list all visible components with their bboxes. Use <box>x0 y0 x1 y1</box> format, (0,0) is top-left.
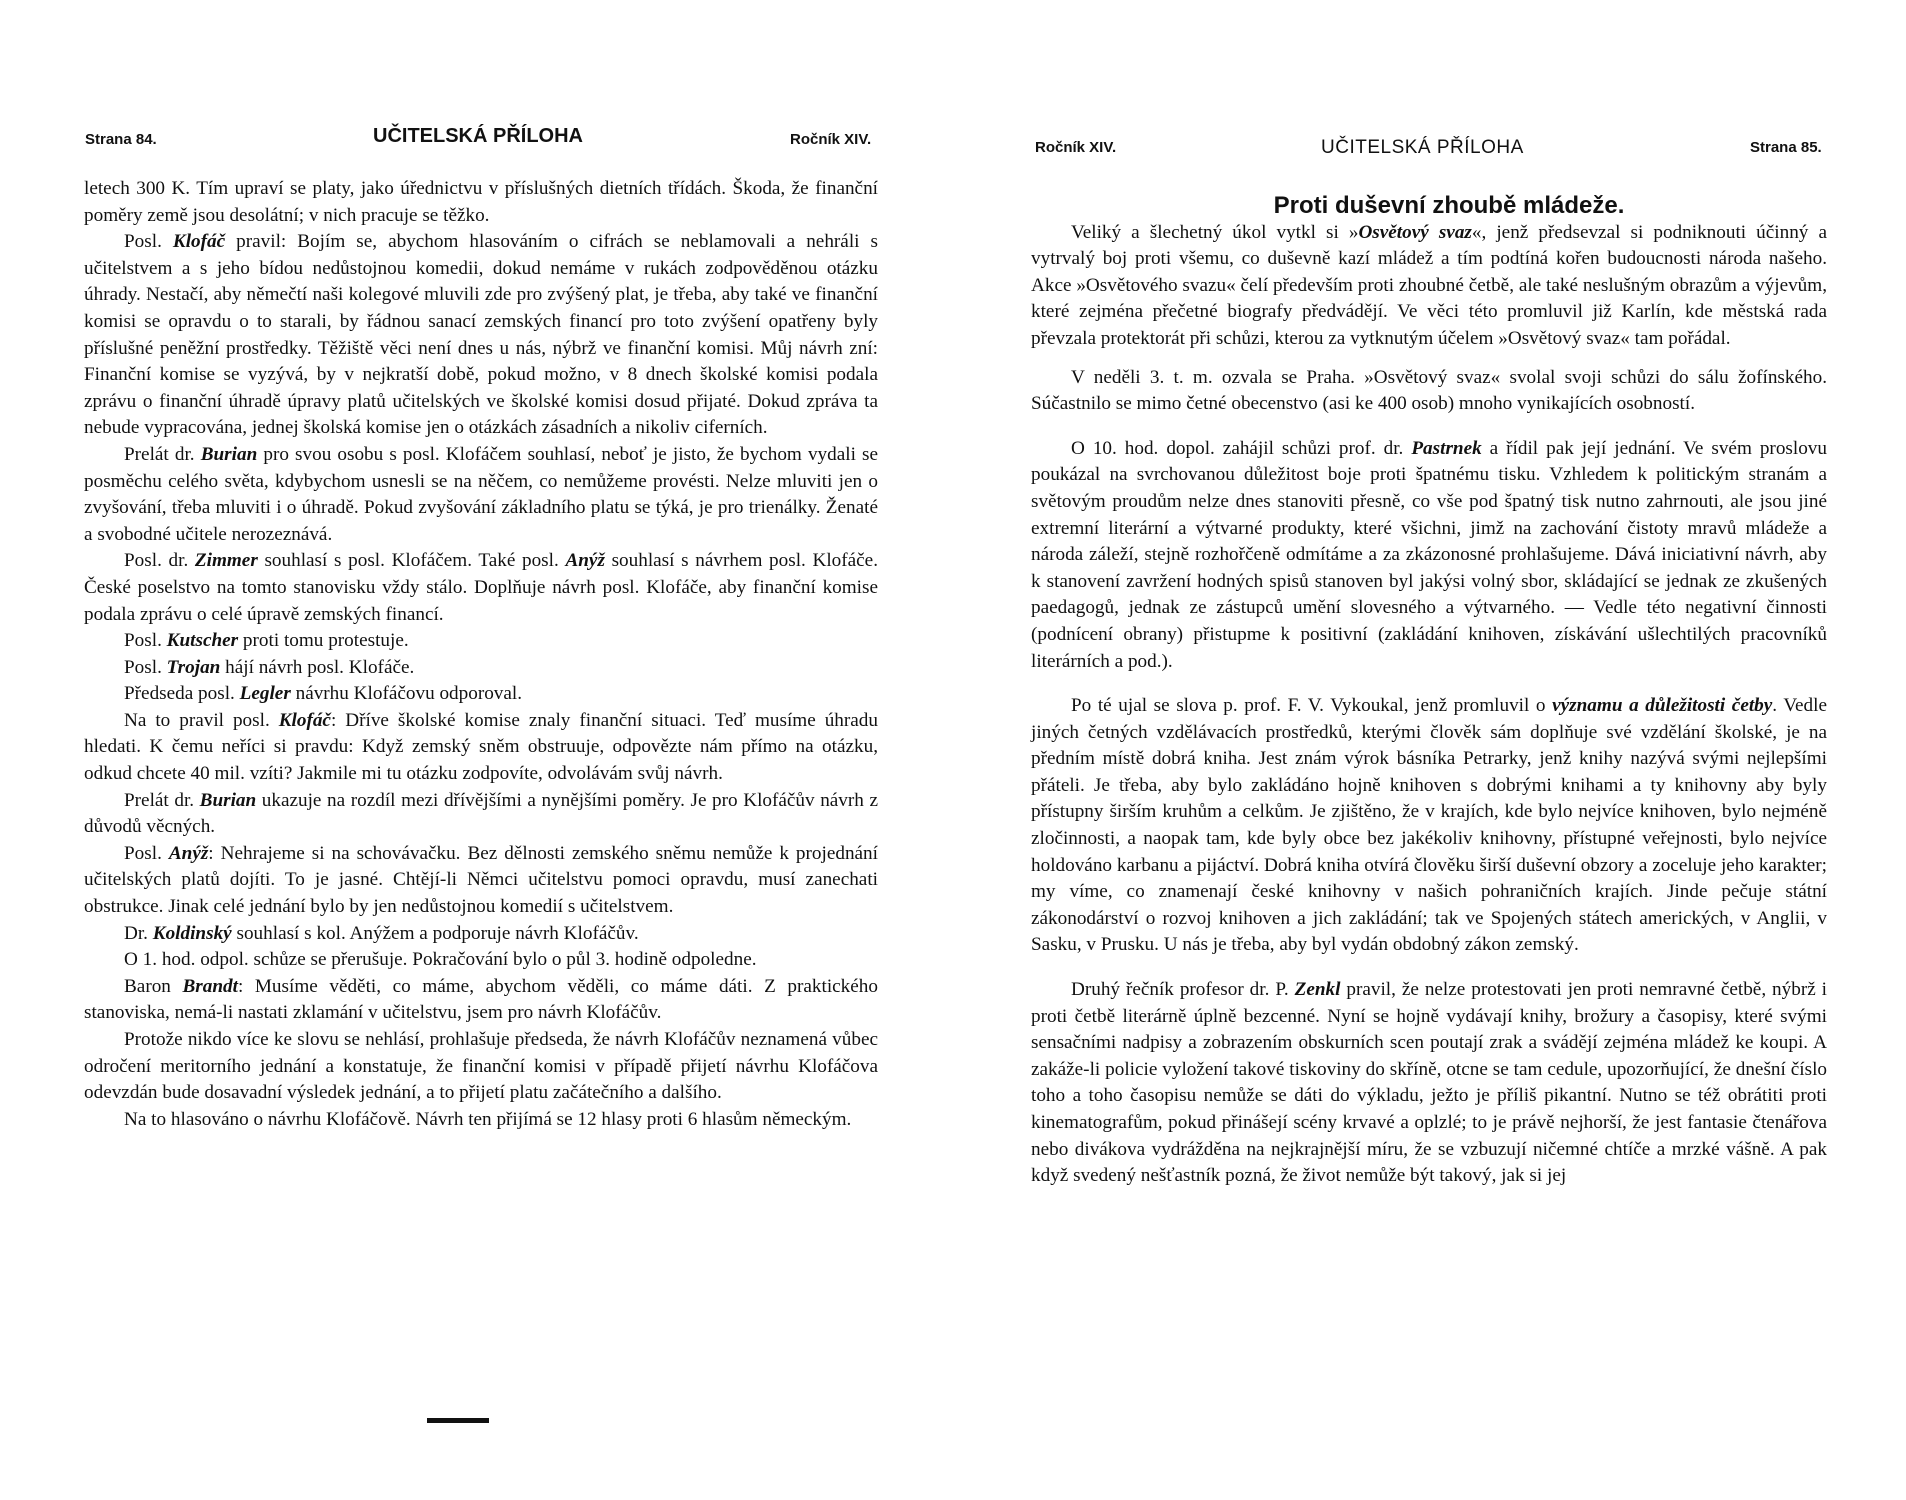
left-text-column <box>84 176 878 1133</box>
left-page-header <box>0 125 953 155</box>
page-number: Strana 85. <box>1750 139 1822 156</box>
paragraph: Předseda posl. Legler návrhu Klofáčovu odporoval. <box>124 683 523 705</box>
paragraph: O 1. hod. odpol. schůze se přerušuje. Pokračování bylo o půl 3. hodině odpoledne. <box>124 949 757 971</box>
paragraph: Veliký a šlechetný úkol vytkl si »Osvětový svaz«, jenž předsevzal si podniknouti účinný a vytrvalý boj proti všemu, co duševně kazí mládež a tím podtíná kořen budoucnosti národa našeho. Akce »Osvětového svazu« čelí především proti zhoubné četbě, ale také neslušným obrazům a výjevům, které zejména přečetné biografy předvádějí. Ve věci této promluvil již Karlín, kde městská rada převzala protektorát při schůzi, kterou za vytknutým účelem »Osvětový svaz« tam pořádal. <box>1031 221 1827 349</box>
paragraph: Posl. Klofáč pravil: Bojím se, abychom hlasováním o cifrách se neblamovali a nehráli s učitelstvem a s jeho bídou nedůstojnou komedii, dokud nemáme v rukách zodpověděnou otázku úhrady. Nestačí, aby němečtí naši kolegové mluvili zde pro zvýšený plat, je třeba, aby také ve finanční komisi se opravdu o to starali, by řádnou sanací zemských financí pro toto zvýšení opatřeny byly příslušné peněžní prostředky. Těžiště věci není dnes u nás, nýbrž ve finanční komisi. Můj návrh zní: Finanční komise se vyzývá, by v nejkratší době, pokud možno, v 8 dnech školské komisi podala zprávu o finanční úhradě úpravy platů učitelských ve školské komisi dosud přijaté. Dokud zpráva ta nebude vypracována, jednej školská komise jen o otázkách zásadních a nikoliv ciferních. <box>84 231 878 439</box>
paragraph: Baron Brandt: Musíme věděti, co máme, abychom věděli, co máme dáti. Z praktického stanoviska, nemá-li nastati zklamání v učitelstvu, jsem pro návrh Klofáčův. <box>84 975 878 1024</box>
paragraph: Protože nikdo více ke slovu se nehlásí, prohlašuje předseda, že návrh Klofáčův neznamená vůbec odročení meritorního jednání a konstatuje, že finanční komisi v případě přijetí návrhu Klofáčova odevzdán bude dosavadní výsledek jednání, a to přijetí platu začátečního a dalšího. <box>84 1029 878 1104</box>
article-title: Proti duševní zhoubě mládeže. <box>1273 192 1625 219</box>
paragraph: Prelát dr. Burian ukazuje na rozdíl mezi dřívějšími a nynějšími poměry. Je pro Klofáčův návrh z důvodů věcných. <box>84 789 878 838</box>
paragraph: Posl. Trojan hájí návrh posl. Klofáče. <box>124 656 415 678</box>
journal-title: UČITELSKÁ PŘÍLOHA <box>373 125 583 147</box>
paragraph: Po té ujal se slova p. prof. F. V. Vykoukal, jenž promluvil o významu a důležitosti četby. Vedle jiných četných vzdělávacích prostředků, kterými člověk sám doplňuje své vzdělání školské, je na předním místě dobrá kniha. Jest znám výrok básníka Petrarky, jenž knihy nazývá svými nejlepšími přáteli. Je třeba, aby bylo zakládáno hojně knihoven s dobrými knihami a ty knihovny aby byly přístupny širším kruhům a celkům. Je zjištěno, že v krajích, kde bylo nejvíce knihoven, bylo nejméně zločinnosti, a naopak tam, kde byly obce bez jakékoliv knihovny, přístupné veřejnosti, bylo nejvíce holdováno karbanu a pijáctví. Dobrá kniha otvírá člověku širší duševní obzory a zoceluje jeho karakter; my víme, co znamenají české knihovny v našich pohraničních krajích. Jinde pečuje státní zákonodárství o rozvoj knihoven a jich zakládání; tak ve Spojených státech amerických, v Anglii, v Sasku, v Prusku. U nás je třeba, aby byl vydán obdobný zákon zemský. <box>1031 695 1828 956</box>
paragraph: Na to pravil posl. Klofáč: Dříve školské komise znaly finanční situaci. Teď musíme úhradu hledati. K čemu neříci si pravdu: Když zemský sněm obstruuje, odpovězte nám přímo na otázku, odkud chcete 40 mil. vzíti? Jakmile mi tu otázku zodpovíte, odvolávám svůj návrh. <box>84 709 878 785</box>
paragraph: letech 300 K. Tím upraví se platy, jako úřednictvu v příslušných dietních třídách. Škoda, že finanční poměry země jsou desolátní; v nich pracuje se těžko. <box>84 178 878 226</box>
paragraph: Prelát dr. Burian pro svou osobu s posl. Klofáčem souhlasí, neboť je jisto, že bychom vydali se posměchu celého světa, kdybychom usnesli se na něčem, co nemůžeme provésti. Nelze mluviti jen o zvyšování, třeba mluviti i o úhradě. Pokud zvyšování základního platu se týká, je pro trienálky. Ženaté a svobodné učitele nerozeznává. <box>84 443 878 545</box>
paragraph: Posl. dr. Zimmer souhlasí s posl. Klofáčem. Také posl. Anýž souhlasí s návrhem posl. Klofáče. České poselstvo na tomto stanovisku vždy stálo. Doplňuje návrh posl. Klofáče, aby finanční komise podala zprávu o celé úpravě zemských financí. <box>84 550 878 625</box>
paragraph: Druhý řečník profesor dr. P. Zenkl pravil, že nelze protestovati jen proti nemravné četbě, nýbrž i proti četbě literárně úplně bezcenné. Nyní se hojně vydávají knihy, brožury a časopisy, které svými sensačními nadpisy a zobrazením obskurních scen poutají zrak a svádějí zejména mládež ke koupi. A zakáže-li policie vyložení takové tiskoviny do skříně, otcne se tam cedule, upozorňující, že dnešní číslo toho a toho časopisu nemůže se dáti do výkladu, ježto je příliš pikantní. Nutno se též obrátiti proti kinematografům, pokud přinášejí scény krvavé a oplzlé; to je právě nejhorší, že jest fantasie čtenářova nebo divákova vydrážděna na nejkrajnější míru, že se vzbuzují ničemné chtíče a mrzké vášně. A pak když svedený nešťastník pozná, že život nemůže být takový, jak si jej <box>1031 979 1827 1187</box>
paragraph: Dr. Koldinský souhlasí s kol. Anýžem a podporuje návrh Klofáčův. <box>124 922 639 944</box>
right-text-column <box>1031 193 1827 1190</box>
paragraph: Posl. Anýž: Nehrajeme si na schovávačku. Bez dělnosti zemského sněmu nemůže k projednání učitelských platů dojíti. To je jasné. Chtějí-li Němci učitelstvu pomoci opravdu, musí zanechati obstrukce. Jinak celé jednání bylo by jen nedůstojnou komedií s učitelstvem. <box>84 842 878 918</box>
page-number: Strana 84. <box>85 131 157 148</box>
right-page <box>953 0 1906 1500</box>
right-page-header <box>953 125 1906 158</box>
paragraph: Posl. Kutscher proti tomu protestuje. <box>124 630 409 652</box>
end-rule <box>427 1418 489 1423</box>
journal-title: UČITELSKÁ PŘÍLOHA <box>1321 137 1524 158</box>
paragraph: Na to hlasováno o návrhu Klofáčově. Návrh ten přijímá se 12 hlasy proti 6 hlasům německým. <box>124 1108 852 1130</box>
paragraph: O 10. hod. dopol. zahájil schůzi prof. dr. Pastrnek a řídil pak její jednání. Ve svém proslovu poukázal na svrchovanou důležitost boje proti špatnému tisku. Vzhledem k politickým stranám a světovým proudům nelze dnes stanoviti přesně, co vše pod špatný tisk nutno zahrnouti, ale jsou jiné extremní literární a výtvarné produkty, které všichni, jimž na zachování čistoty mravů mládeže a národa záleží, stejně rozhořčeně odmítáme a za zkázonosné prohlašujeme. Dává iniciativní návrh, aby k stanovení zavržení hodných spisů stanoven byl jakýsi volný sbor, skládající se jednak ze zkušených paedagogů, jednak ze zástupců umění slovesného a výtvarného. — Vedle této negativní činnosti (podnícení obrany) přistupme k positivní (zakládání knihoven, získávání ušlechtilých pracovníků literárních a pod.). <box>1031 437 1827 672</box>
volume-label: Ročník XIV. <box>790 131 872 148</box>
volume-label: Ročník XIV. <box>1035 139 1117 156</box>
paragraph: V neděli 3. t. m. ozvala se Praha. »Osvětový svaz« svolal svoji schůzi do sálu žofínského. Súčastnilo se mimo četné obecenstvo (asi ke 400 osob) mnoho vynikajících osobností. <box>1031 366 1827 415</box>
